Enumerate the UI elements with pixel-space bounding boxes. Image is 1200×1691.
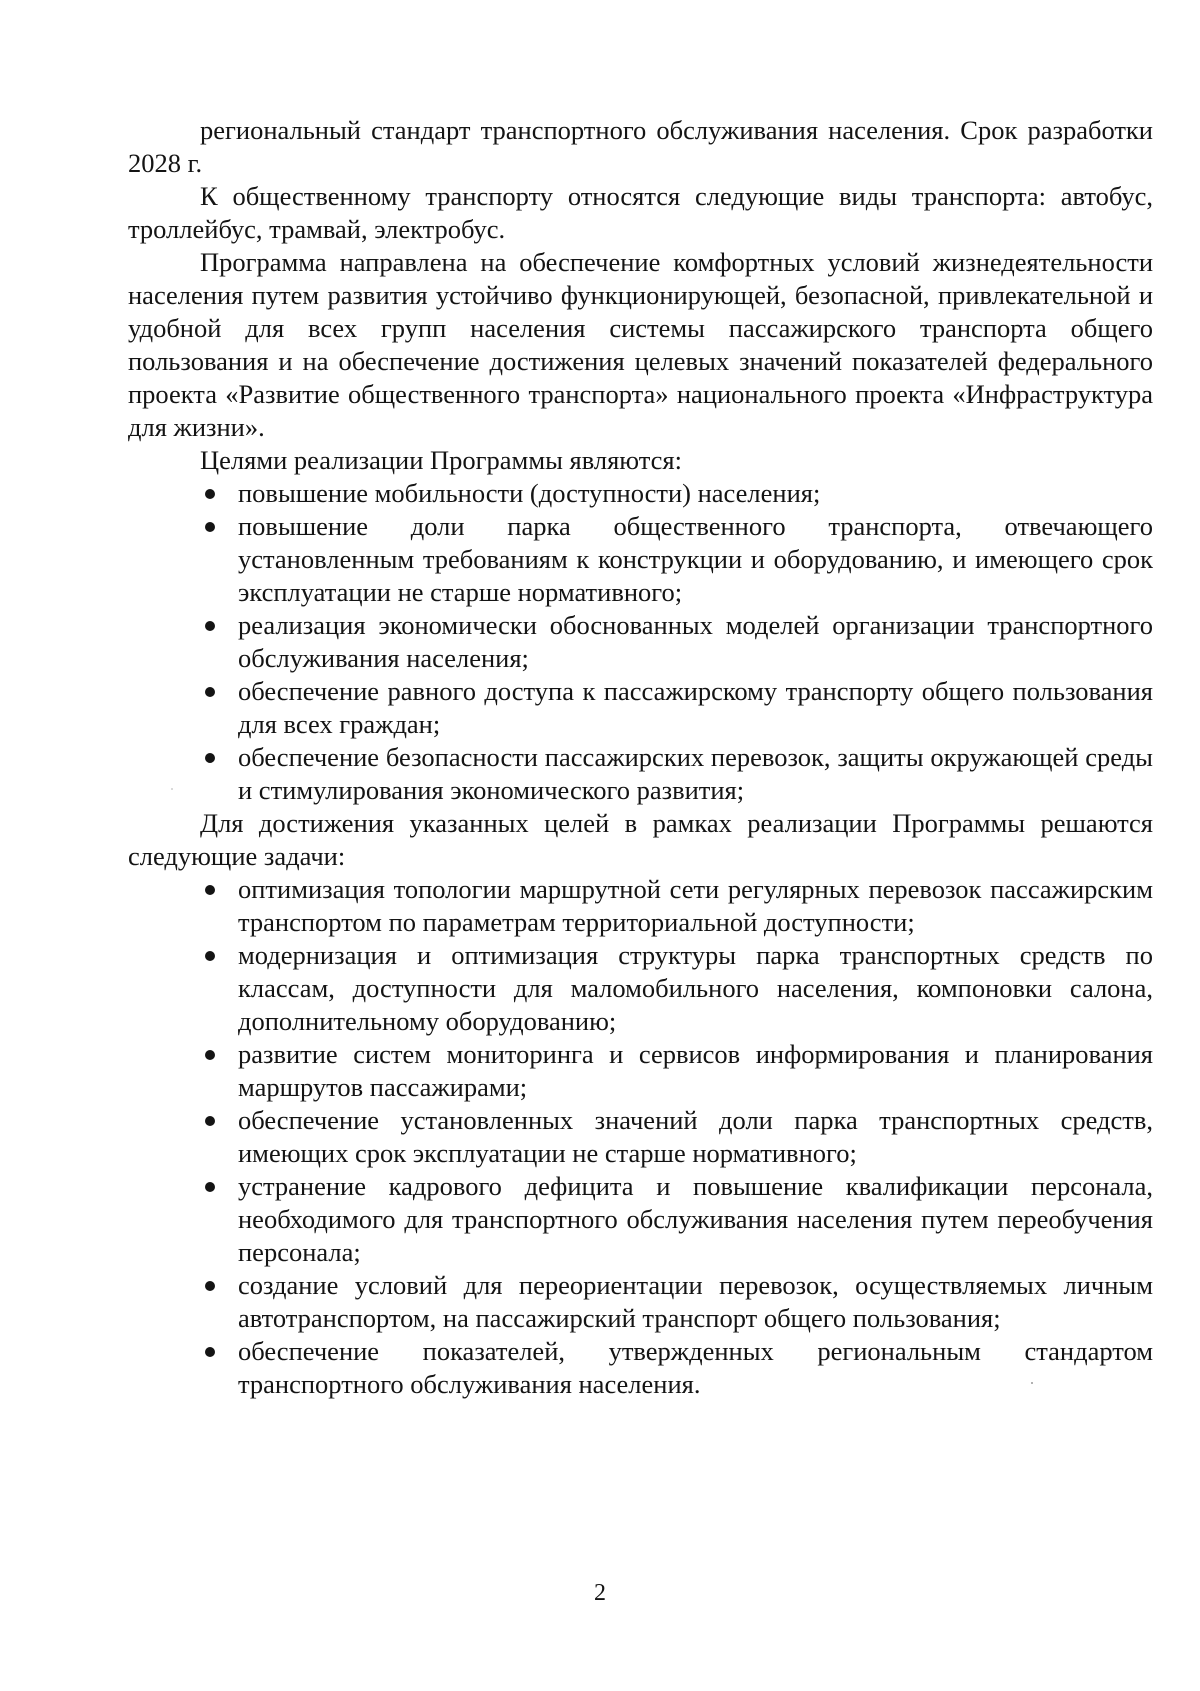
task-text: создание условий для переориентации перевозок, осуществляемых личным автотранспортом, на пассажирский транспорт общего пользования; <box>238 1270 1153 1333</box>
list-item <box>238 873 1153 939</box>
task-text: оптимизация топологии маршрутной сети регулярных перевозок пассажирским транспортом по параметрам территориальной доступности; <box>238 874 1153 937</box>
bullet-icon <box>205 753 215 763</box>
goal-text: обеспечение безопасности пассажирских перевозок, защиты окружающей среды и стимулирования экономического развития; <box>238 742 1153 805</box>
scan-speck <box>1031 1382 1033 1384</box>
page-number: 2 <box>594 1580 606 1606</box>
bullet-icon <box>205 687 215 697</box>
paragraph-transport-types: К общественному транспорту относятся следующие виды транспорта: автобус, троллейбус, трамвай, электробус. <box>128 181 1153 244</box>
list-item <box>238 1038 1153 1104</box>
task-text: модернизация и оптимизация структуры парка транспортных средств по классам, доступности для маломобильного населения, компоновки салона, дополнительному оборудованию; <box>238 940 1153 1036</box>
goal-text: повышение доли парка общественного транспорта, отвечающего установленным требованиям к конструкции и оборудованию, и имеющего срок эксплуатации не старше нормативного; <box>238 511 1153 607</box>
goals-list <box>128 477 1153 807</box>
document-body <box>128 114 1153 1401</box>
list-item <box>238 1335 1153 1401</box>
paragraph-program-purpose: Программа направлена на обеспечение комфортных условий жизнедеятельности населения путем развития устойчиво функционирующей, безопасной, привлекательной и удобной для всех групп населения системы пассажирского транспорта общего пользования и на обеспечение достижения целевых значений показателей федерального проекта «Развитие общественного транспорта» национального проекта «Инфраструктура для жизни». <box>128 247 1153 442</box>
bullet-icon <box>205 951 215 961</box>
list-item <box>238 675 1153 741</box>
goal-text: обеспечение равного доступа к пассажирскому транспорту общего пользования для всех граждан; <box>238 676 1153 739</box>
task-text: устранение кадрового дефицита и повышение квалификации персонала, необходимого для транспортного обслуживания населения путем переобучения персонала; <box>238 1171 1153 1267</box>
list-item <box>238 1104 1153 1170</box>
bullet-icon <box>205 621 215 631</box>
bullet-icon <box>205 1281 215 1291</box>
goals-heading: Целями реализации Программы являются: <box>200 445 682 475</box>
bullet-icon <box>205 885 215 895</box>
list-item <box>238 477 1153 510</box>
bullet-icon <box>205 1050 215 1060</box>
tasks-heading: Для достижения указанных целей в рамках реализации Программы решаются следующие задачи: <box>128 808 1153 871</box>
task-text: обеспечение показателей, утвержденных региональным стандартом транспортного обслуживания населения. <box>238 1336 1153 1399</box>
list-item <box>238 1170 1153 1269</box>
list-item <box>238 1269 1153 1335</box>
task-text: развитие систем мониторинга и сервисов информирования и планирования маршрутов пассажирами; <box>238 1039 1153 1102</box>
scan-speck <box>171 788 173 790</box>
bullet-icon <box>205 1182 215 1192</box>
list-item <box>238 939 1153 1038</box>
bullet-icon <box>205 522 215 532</box>
bullet-icon <box>205 1347 215 1357</box>
list-item <box>238 510 1153 609</box>
bullet-icon <box>205 489 215 499</box>
list-item <box>238 741 1153 807</box>
task-text: обеспечение установленных значений доли парка транспортных средств, имеющих срок эксплуатации не старше нормативного; <box>238 1105 1153 1168</box>
list-item <box>238 609 1153 675</box>
bullet-icon <box>205 1116 215 1126</box>
goal-text: реализация экономически обоснованных моделей организации транспортного обслуживания населения; <box>238 610 1153 673</box>
paragraph-standard-deadline: региональный стандарт транспортного обслуживания населения. Срок разработки 2028 г. <box>128 115 1153 178</box>
tasks-list <box>128 873 1153 1401</box>
goal-text: повышение мобильности (доступности) населения; <box>238 478 821 508</box>
